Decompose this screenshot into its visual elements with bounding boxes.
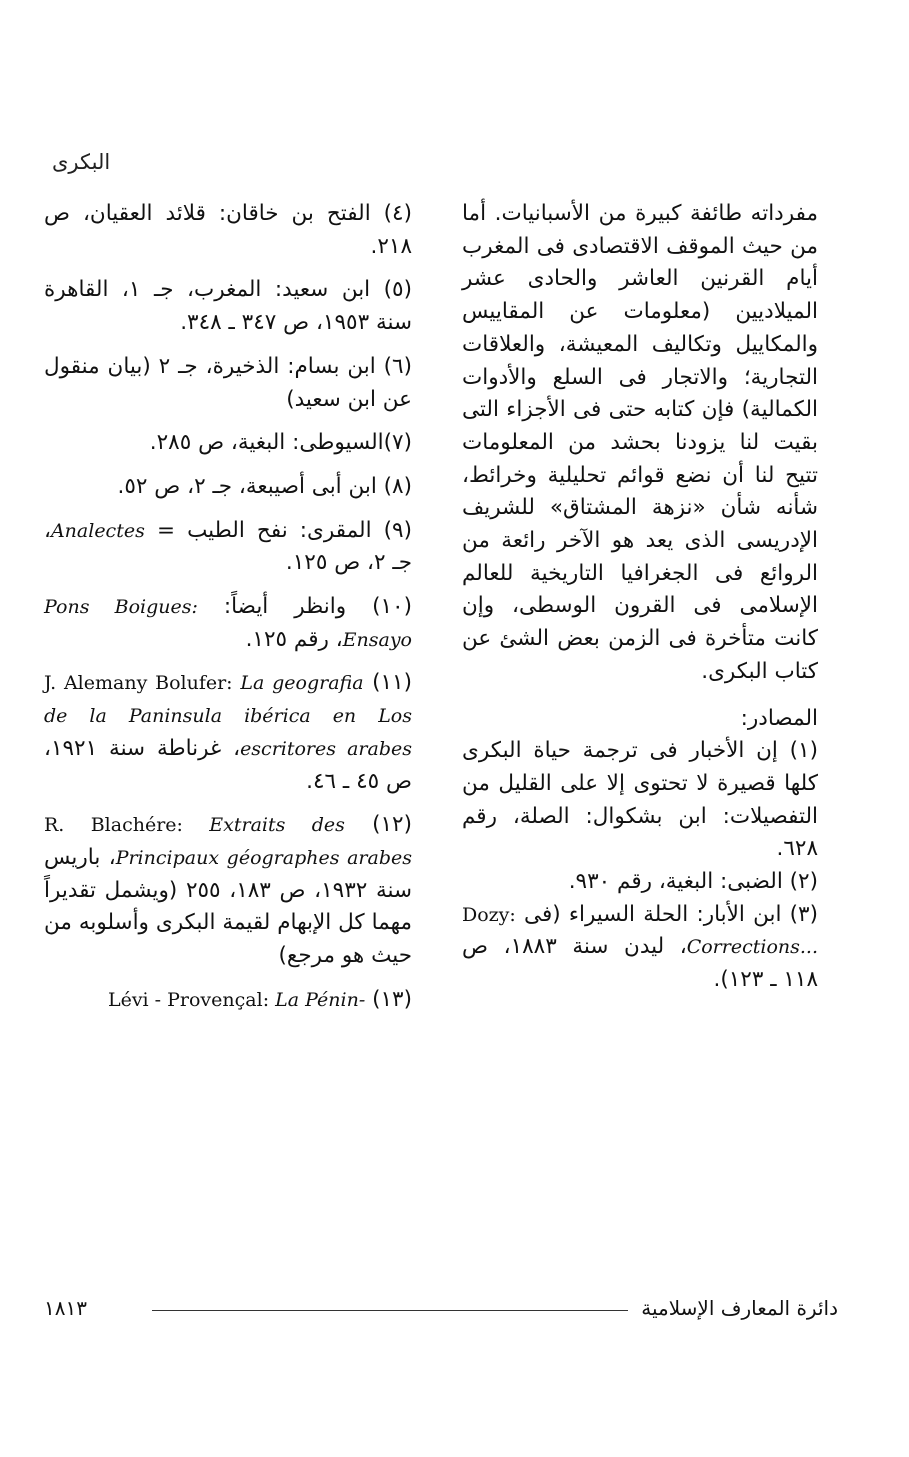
running-head: البكرى bbox=[52, 150, 111, 174]
reference-3-title: Corrections... bbox=[686, 936, 818, 959]
reference-12-title: Extraits des Principaux géographes arabes bbox=[115, 814, 412, 869]
reference-12-tail: ، باريس سنة ١٩٣٢، ص ١٨٣، ٢٥٥ (ويشمل تقديراً مهما كل الإبهام لقيمة البكرى وأسلوبه من حيث هو مرجع) bbox=[44, 844, 412, 969]
reference-6: (٦) ابن بسام: الذخيرة، جـ ٢ (بيان منقول عن ابن سعيد) bbox=[44, 353, 412, 412]
reference-9-title: Analectes bbox=[50, 519, 145, 542]
reference-3 bbox=[462, 899, 818, 997]
reference-13 bbox=[44, 984, 412, 1017]
reference-10-tail: ، رقم ١٢٥. bbox=[245, 626, 343, 652]
sources-section bbox=[462, 703, 818, 997]
body-paragraph: مفرداته طائفة كبيرة من الأسبانيات. أما من حيث الموقف الاقتصادى فى المغرب أيام القرنين العاشر والحادى عشر الميلاديين (معلومات عن المقاييس والمكاييل وتكاليف المعيشة، والعلاقات التجارية؛ والاتجار فى السلع والأدوات الكمالية) فإن كتابه حتى فى الأجزاء التى بقيت لنا يزودنا بحشد من المعلومات تتيح لنا أن نضع قوائم تحليلية وخرائط، شأنه شأن «نزهة المشتاق» للشريف الإدريسى الذى يعد هو الآخر رائعة من الروائع فى الجغرافيا التاريخية للعالم الإسلامى فى القرون الوسطى، وإن كانت متأخرة فى الزمن بعض الشئ عن كتاب البكرى. bbox=[462, 201, 818, 684]
reference-13-title: La Pénin- bbox=[269, 988, 366, 1011]
reference-5: (٥) ابن سعيد: المغرب، جـ ١، القاهرة سنة ١٩٥٣، ص ٣٤٧ ـ ٣٤٨. bbox=[44, 277, 412, 336]
reference-11-title: La geografia de la Paninsula ibérica en Los escritores arabes bbox=[44, 672, 412, 760]
right-column bbox=[462, 198, 818, 997]
left-column bbox=[44, 198, 412, 1027]
reference-11-author: J. Alemany Bolufer: bbox=[44, 672, 233, 695]
reference-11 bbox=[44, 667, 412, 798]
reference-8: (٨) ابن أبى أصيبعة، جـ ٢، ص ٥٢. bbox=[117, 473, 412, 499]
reference-12 bbox=[44, 809, 412, 973]
reference-3-author: Dozy: bbox=[462, 903, 516, 926]
page-footer bbox=[44, 1296, 838, 1326]
reference-12-num: (١٢) bbox=[344, 812, 412, 838]
reference-9 bbox=[44, 515, 412, 580]
sources-heading: المصادر: bbox=[740, 705, 818, 731]
journal-title: دائرة المعارف الإسلامية bbox=[641, 1296, 838, 1320]
reference-13-num: (١٣) bbox=[365, 986, 412, 1012]
reference-11-tail: ، غرناطة سنة ١٩٢١، ص ٤٥ ـ ٤٦. bbox=[44, 735, 412, 794]
reference-2: (٢) الضبى: البغية، رقم ٩٣٠. bbox=[568, 869, 818, 895]
reference-11-num: (١١) bbox=[363, 670, 412, 696]
reference-12-author: R. Blachére: bbox=[44, 814, 183, 837]
reference-13-latin bbox=[108, 987, 365, 1012]
reference-9-tail: ، جـ ٢، ص ١٢٥. bbox=[44, 517, 412, 576]
footer-rule bbox=[152, 1310, 628, 1311]
reference-3-tail: ، ليدن سنة ١٨٨٣، ص ١١٨ ـ ١٢٣). bbox=[462, 934, 818, 993]
reference-3-text: (٣) ابن الأبار: الحلة السيراء (فى bbox=[515, 901, 818, 927]
reference-1: (١) إن الأخبار فى ترجمة حياة البكرى كلها قصيرة لا تحتوى إلا على القليل من التفصيلات: ابن بشكوال: الصلة، رقم ٦٢٨. bbox=[462, 738, 818, 862]
reference-9-text: (٩) المقرى: نفح الطيب = bbox=[144, 517, 412, 543]
reference-4: (٤) الفتح بن خاقان: قلائد العقيان، ص ٢١٨. bbox=[44, 201, 412, 259]
reference-7: (٧)السيوطى: البغية، ص ٢٨٥. bbox=[149, 430, 412, 456]
page-number: ١٨١٣ bbox=[44, 1296, 87, 1320]
reference-10 bbox=[44, 591, 412, 656]
reference-10-title: Pons Boigues: Ensayo bbox=[44, 596, 412, 651]
reference-10-text: (١٠) وانظر أيضاً: bbox=[197, 594, 412, 620]
reference-13-author: Lévi - Provençal: bbox=[107, 988, 270, 1011]
